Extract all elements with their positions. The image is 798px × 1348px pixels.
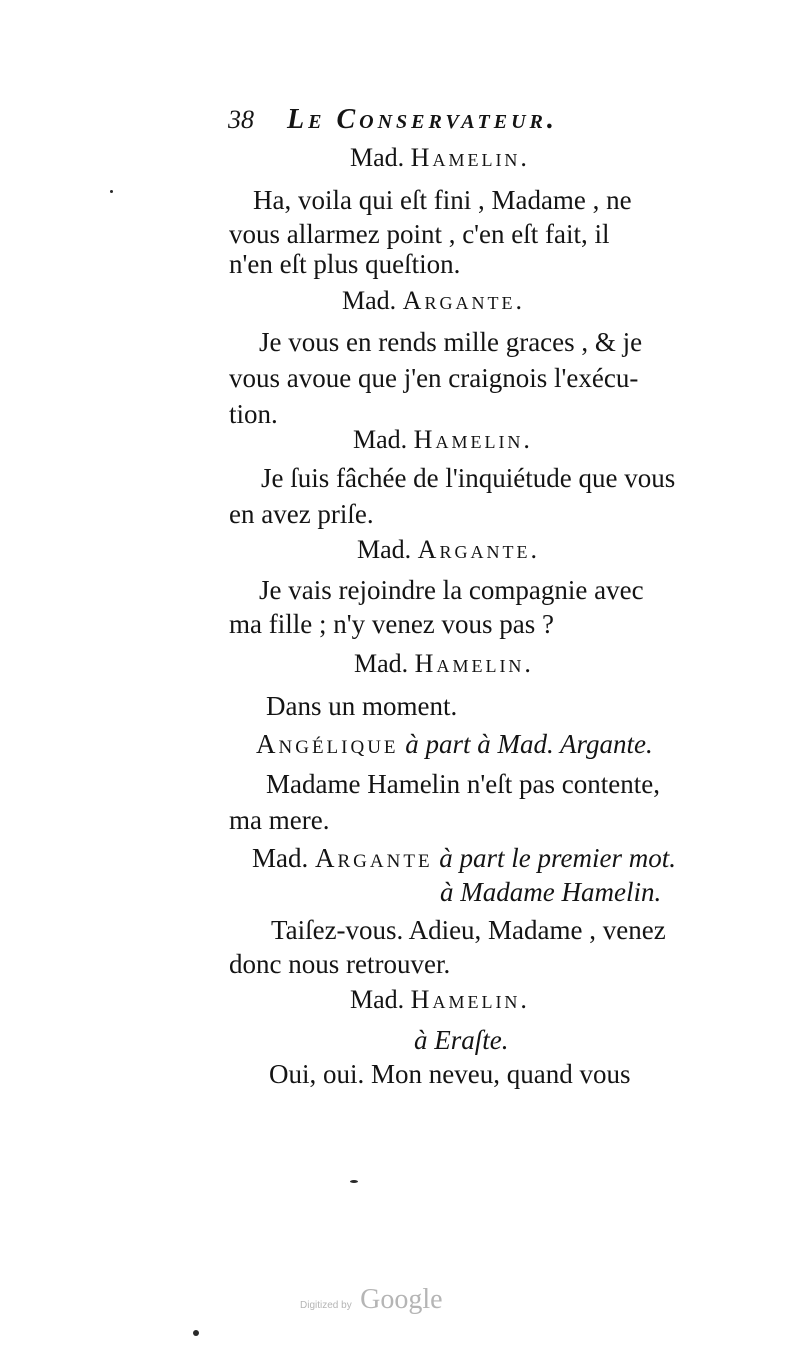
text-line-text-10	[229, 608, 554, 640]
line-segment: Mad.	[252, 843, 315, 873]
page-number: 38	[228, 105, 254, 134]
text-line-speaker-argante-1	[342, 285, 525, 317]
text-line-text-6	[229, 398, 278, 430]
line-segment: Mad.	[357, 535, 418, 564]
line-segment: Dans un moment.	[266, 691, 458, 721]
line-segment: à Madame Hamelin.	[440, 877, 662, 907]
text-line-speaker-argante-2	[357, 534, 540, 566]
line-segment: Ha, voila qui eſt fini , Madame , ne	[253, 185, 632, 215]
running-title: Le Conservateur.	[287, 104, 558, 135]
line-segment: Hamelin.	[410, 985, 530, 1014]
line-segment: Taiſez-vous. Adieu, Madame , venez	[271, 915, 666, 945]
line-segment: à Eraſte.	[414, 1025, 509, 1055]
text-line-stage-1	[440, 876, 661, 908]
line-segment: Hamelin.	[410, 143, 530, 172]
text-line-text-16	[269, 1058, 630, 1090]
digitization-watermark	[300, 1284, 443, 1316]
line-segment: donc nous retrouver.	[229, 949, 451, 979]
text-line-text-1	[253, 184, 632, 216]
text-line-text-3	[229, 248, 460, 280]
line-segment: à part à Mad. Argante.	[398, 729, 653, 759]
line-segment: Angélique	[256, 729, 399, 759]
line-segment: vous avoue que j'en craignois l'exécu-	[229, 363, 639, 393]
line-segment: Mad.	[353, 425, 414, 454]
line-segment: Je vous en rends mille graces , & je	[259, 327, 643, 357]
line-segment: Je ſuis fâchée de l'inquiétude que vous	[261, 463, 676, 493]
line-segment: Argante.	[402, 286, 525, 315]
text-line-stage-2	[414, 1024, 509, 1056]
line-segment: Argante.	[417, 535, 540, 564]
digitized-label: Digitized by	[300, 1300, 352, 1311]
text-line-text-5	[229, 362, 638, 394]
text-line-speaker-hamelin-1	[350, 142, 530, 174]
text-line-text-8	[229, 498, 374, 530]
ink-speck	[110, 190, 113, 193]
page-header	[228, 104, 558, 136]
line-segment: Argante	[315, 843, 433, 873]
line-segment: Mad.	[350, 985, 411, 1014]
text-line-text-7	[261, 462, 675, 494]
text-line-text-15	[229, 948, 450, 980]
line-segment: à part le premier mot.	[432, 843, 677, 873]
text-line-speaker-angelique	[256, 728, 653, 760]
text-line-text-9	[259, 574, 644, 606]
text-line-speaker-hamelin-2	[353, 424, 533, 456]
text-line-text-13	[229, 804, 329, 836]
text-line-text-12	[266, 768, 660, 800]
text-line-text-4	[259, 326, 642, 358]
text-line-speaker-argante-3	[252, 842, 676, 874]
text-line-speaker-hamelin-3	[354, 648, 534, 680]
google-logo: Google	[360, 1284, 443, 1315]
line-segment: Mad.	[354, 649, 415, 678]
line-segment: vous allarmez point , c'en eſt fait, il	[229, 219, 610, 249]
line-segment: Hamelin.	[413, 425, 533, 454]
line-segment: Mad.	[342, 286, 403, 315]
text-line-text-2	[229, 218, 610, 250]
ink-speck	[193, 1330, 199, 1336]
line-segment: en avez priſe.	[229, 499, 374, 529]
line-segment: tion.	[229, 399, 278, 429]
line-segment: Hamelin.	[414, 649, 534, 678]
line-segment: Oui, oui. Mon neveu, quand vous	[269, 1059, 631, 1089]
text-line-text-14	[271, 914, 666, 946]
text-line-text-11	[266, 690, 457, 722]
text-line-speaker-hamelin-4	[350, 984, 530, 1016]
line-segment: Je vais rejoindre la compagnie avec	[259, 575, 644, 605]
line-segment: ma fille ; n'y venez vous pas ?	[229, 609, 555, 639]
ink-speck	[350, 1180, 358, 1183]
line-segment: n'en eſt plus queſtion.	[229, 249, 461, 279]
line-segment: ma mere.	[229, 805, 330, 835]
line-segment: Madame Hamelin n'eſt pas contente,	[266, 769, 660, 799]
line-segment: Mad.	[350, 143, 411, 172]
